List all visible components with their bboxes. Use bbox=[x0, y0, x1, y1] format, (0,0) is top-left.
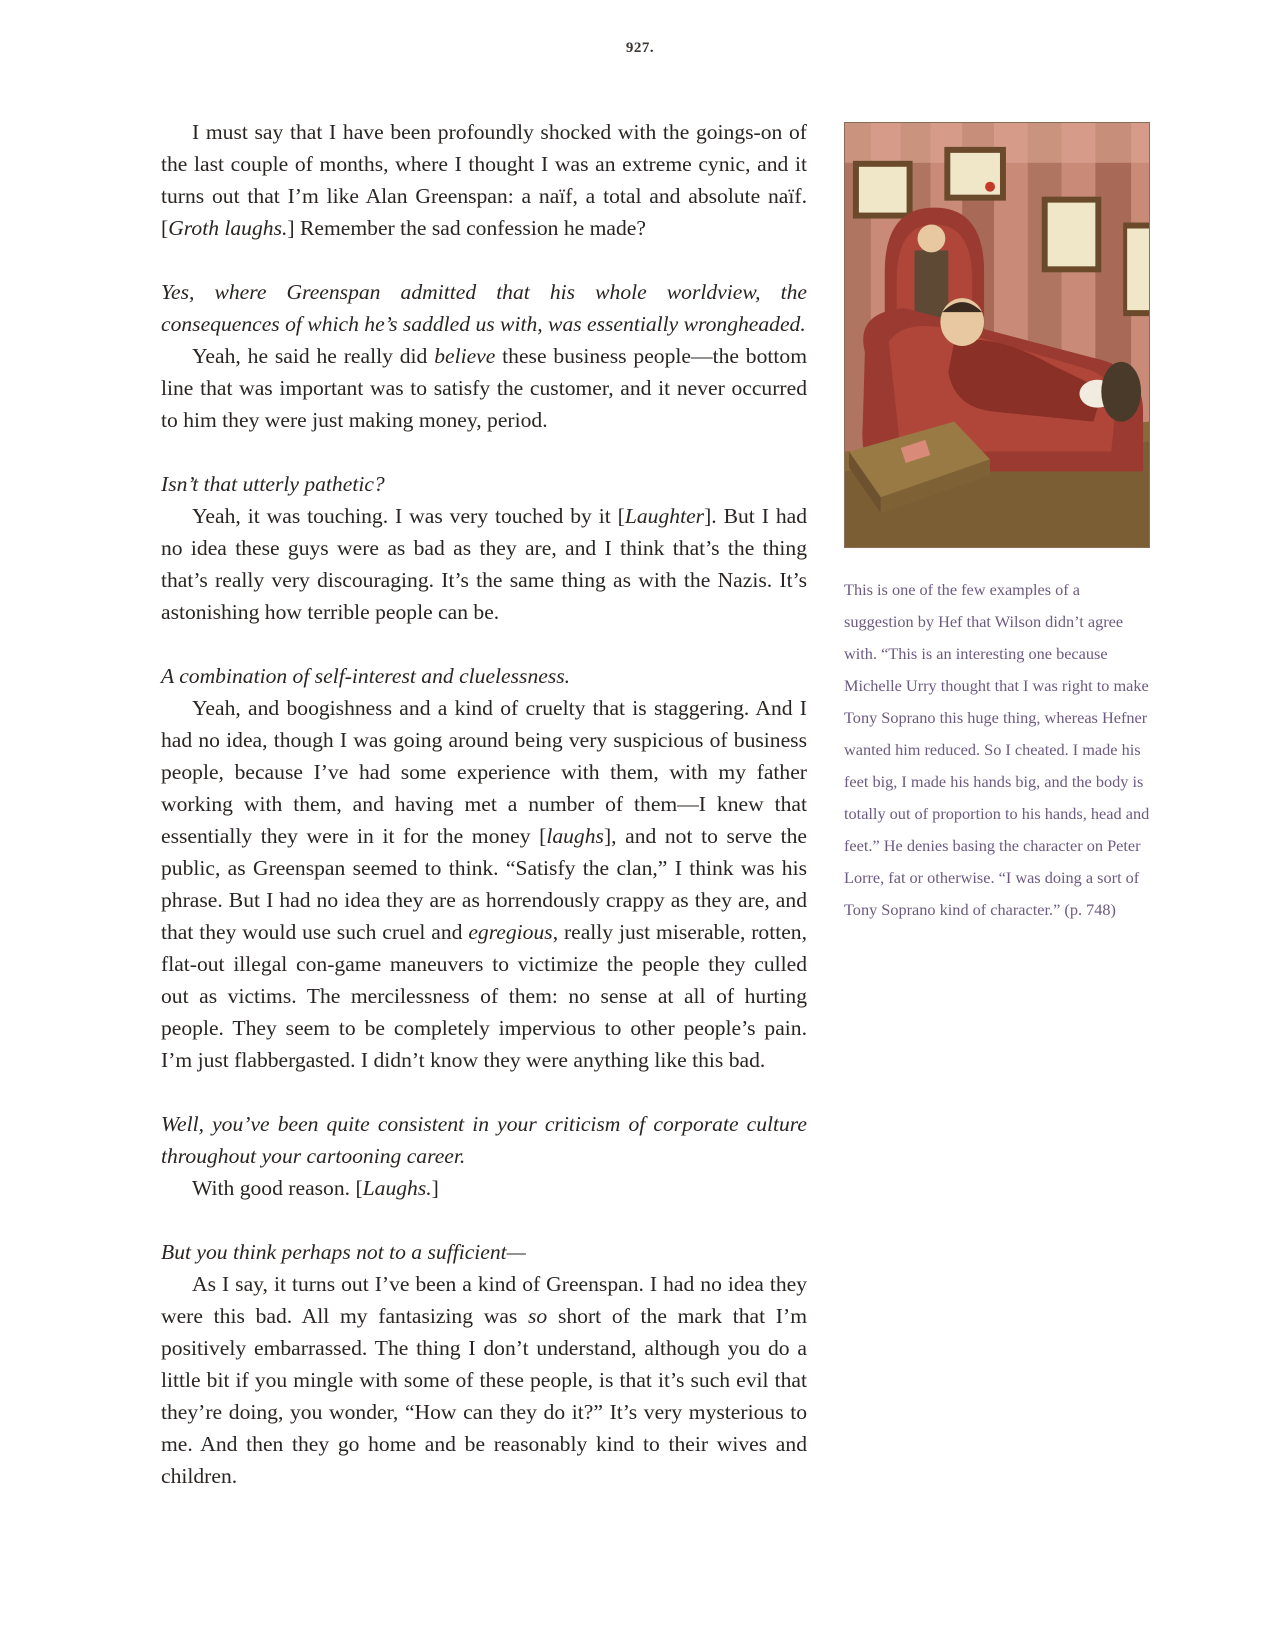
question-paragraph: Yes, where Greenspan admitted that his whole worldview, the consequences of which he’s saddled us with, was essentially wrongheaded. bbox=[161, 280, 807, 336]
text-segment: ] bbox=[431, 1176, 439, 1200]
answer-paragraph bbox=[161, 692, 807, 1076]
text-segment: With good reason. [ bbox=[192, 1176, 363, 1200]
italic-text: Laughter bbox=[624, 504, 705, 528]
answer-paragraph bbox=[161, 340, 807, 436]
question-paragraph: Well, you’ve been quite consistent in your criticism of corporate culture throughout your cartooning career. bbox=[161, 1112, 807, 1168]
cartoon-illustration bbox=[844, 122, 1150, 548]
answer-paragraph bbox=[161, 1268, 807, 1492]
italic-text: laughs bbox=[546, 824, 604, 848]
text-segment: , really just miserable, rotten, flat-out illegal con-game maneuvers to victimize the people they culled out as victims. The mercilessness of them: no sense at all of hurting people. They seem to be completely impervious to other people’s pain. I’m just flabbergasted. I didn’t know they were anything like this bad. bbox=[161, 920, 808, 1072]
interview-block bbox=[161, 1236, 807, 1492]
text-segment: Yeah, and boogishness and a kind of cruelty that is staggering. And I had no idea, though I was going around being very suspicious of business people, because I’ve had some experience with them, with my father working with them, and having met a number of them—I knew that essentially they were in it for the money [ bbox=[161, 696, 807, 848]
question-paragraph: A combination of self-interest and cluelessness. bbox=[161, 664, 571, 688]
answer-paragraph bbox=[161, 1172, 807, 1204]
text-segment: Yeah, he said he really did bbox=[192, 344, 435, 368]
text-segment: ]. But I had no idea these guys were as bad as they are, and I think that’s the thing that’s really very discouraging. It’s the same thing as with the Nazis. It’s astonishing how terrible people can be. bbox=[161, 504, 807, 624]
text-segment: ] Remember the sad confession he made? bbox=[287, 216, 646, 240]
interview-block bbox=[161, 468, 807, 628]
interview-block bbox=[161, 116, 807, 244]
italic-text: egregious bbox=[468, 920, 553, 944]
interview-block bbox=[161, 660, 807, 1076]
page-number: 927. bbox=[625, 40, 655, 56]
text-segment: As I say, it turns out I’ve been a kind of Greenspan. I had no idea they were this bad. All my fantasizing was bbox=[161, 1272, 807, 1328]
question-paragraph: Isn’t that utterly pathetic? bbox=[161, 472, 385, 496]
answer-paragraph bbox=[161, 500, 807, 628]
interview-text bbox=[161, 116, 807, 1524]
cartoon-caption: This is one of the few examples of a suggestion by Hef that Wilson didn’t agree with. “This is an interesting one because Michelle Urry thought that I was right to make Tony Soprano this huge thing, whereas Hefner wanted him reduced. So I cheated. I made his feet big, I made his hands big, and the body is totally out of proportion to his hands, head and feet.” He denies basing the character on Peter Lorre, fat or otherwise. “I was doing a sort of Tony Soprano kind of character.” (p. 748) bbox=[844, 580, 1150, 919]
answer-paragraph bbox=[161, 116, 807, 244]
text-segment: Yeah, it was touching. I was very touched by it [ bbox=[192, 504, 625, 528]
text-segment: ], and not to serve the public, as Greenspan seemed to think. “Satisfy the clan,” I think was his phrase. But I had no idea they are as horrendously crappy as they are, and that they would use such cruel and bbox=[161, 824, 807, 944]
interview-block bbox=[161, 1108, 807, 1204]
text-segment: short of the mark that I’m positively embarrassed. The thing I don’t understand, although you do a little bit if you mingle with some of these people, is that it’s such evil that they’re doing, you wonder, “How can they do it?” It’s very mysterious to me. And then they go home and be reasonably kind to their wives and children. bbox=[161, 1304, 807, 1488]
sidebar bbox=[844, 122, 1150, 926]
italic-text: believe bbox=[434, 344, 496, 368]
italic-text: Groth laughs. bbox=[168, 216, 288, 240]
question-paragraph: But you think perhaps not to a sufficient— bbox=[161, 1240, 526, 1264]
italic-text: Laughs. bbox=[362, 1176, 432, 1200]
text-segment: these business people—the bottom line that was important was to satisfy the customer, and it never occurred to him they were just making money, period. bbox=[161, 344, 807, 432]
italic-text: so bbox=[528, 1304, 548, 1328]
interview-block bbox=[161, 276, 807, 436]
text-segment: I must say that I have been profoundly shocked with the goings-on of the last couple of months, where I thought I was an extreme cynic, and it turns out that I’m like Alan Greenspan: a naïf, a total and absolute naïf. [ bbox=[161, 120, 807, 240]
